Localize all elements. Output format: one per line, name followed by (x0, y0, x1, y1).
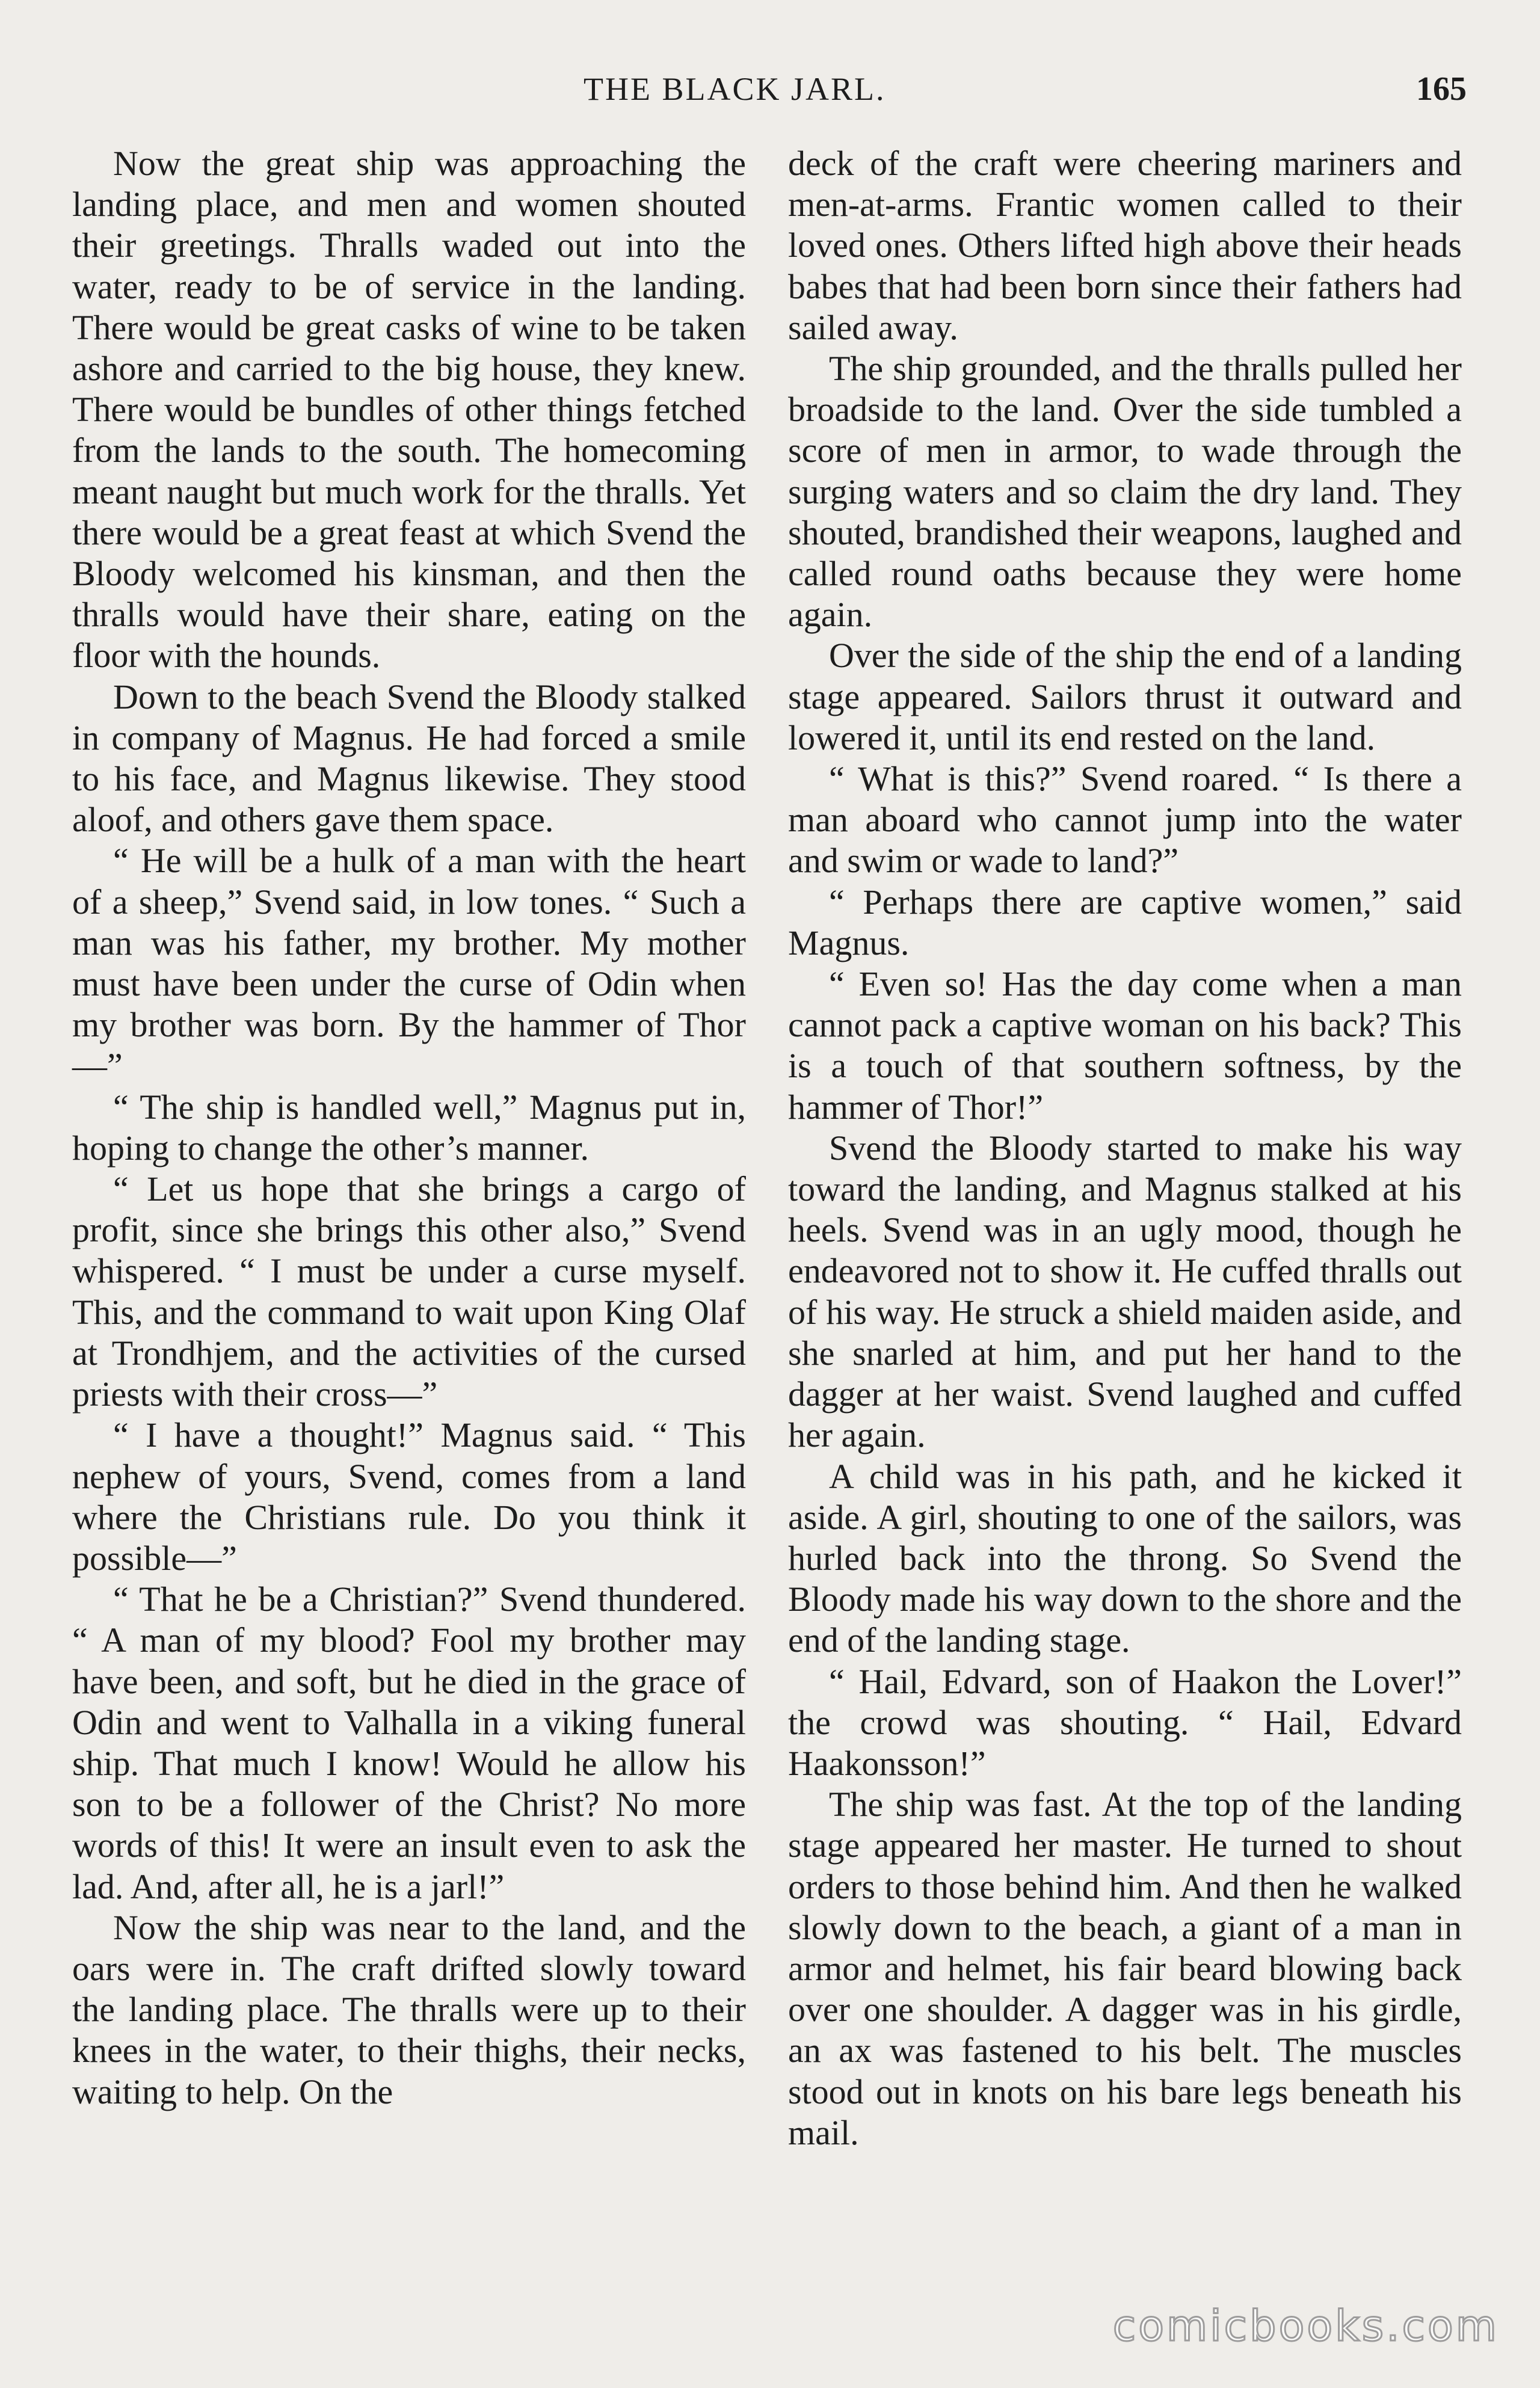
running-head (0, 65, 1540, 113)
paragraph: “ Even so! Has the day come when a man cannot pack a captive woman on his back? This is a touch of that southern softness, by the hammer of Thor!” (788, 964, 1462, 1127)
paragraph: “ Let us hope that she brings a cargo of profit, since she brings this other also,” Svend whispered. “ I must be under a curse myself. This, and the command to wait upon King Olaf at Trondhjem, and the activities of the cursed priests with their cross—” (72, 1169, 746, 1414)
continued-paragraph: deck of the craft were cheering mariners and men-at-arms. Frantic women called to their loved ones. Others lifted high above their heads babes that had been born since their fathers had sailed away. (788, 144, 1462, 347)
paragraph: A child was in his path, and he kicked it aside. A girl, shouting to one of the sailors, was hurled back into the throng. So Svend the Bloody made his way down to the shore and the end of the landing stage. (788, 1456, 1462, 1660)
paragraph: “ Hail, Edvard, son of Haakon the Lover!” the crowd was shouting. “ Hail, Edvard Haakonsson!” (788, 1661, 1462, 1783)
paragraph: “ Perhaps there are captive women,” said Magnus. (788, 882, 1462, 962)
paragraph: Now the ship was near to the land, and the oars were in. The craft drifted slowly toward the landing place. The thralls were up to their knees in the water, to their thighs, their necks, waiting to help. On the (72, 1907, 746, 2111)
paragraph: “ The ship is handled well,” Magnus put in, hoping to change the other’s manner. (72, 1087, 746, 1168)
paragraph: “ What is this?” Svend roared. “ Is there a man aboard who cannot jump into the water and swim or wade to land?” (788, 759, 1462, 881)
paragraph: Now the great ship was approaching the landing place, and men and women shouted their greetings. Thralls waded out into the water, ready to be of service in the landing. There would be great casks of wine to be taken ashore and carried to the big house, they knew. There would be bundles of other things fetched from the lands to the south. The homecoming meant naught but much work for the thralls. Yet there would be a great feast at which Svend the Bloody welcomed his kinsman, and then the thralls would have their share, eating on the floor with the hounds. (72, 144, 746, 675)
paragraph: “ He will be a hulk of a man with the heart of a sheep,” Svend said, in low tones. “ Such a man was his father, my brother. My mother must have been under the curse of Odin when my brother was born. By the hammer of Thor—” (72, 841, 746, 1086)
paragraph: Over the side of the ship the end of a landing stage appeared. Sailors thrust it outward and lowered it, until its end rested on the land. (788, 636, 1462, 757)
running-title: THE BLACK JARL. (584, 71, 886, 107)
paragraph: Svend the Bloody started to make his way toward the landing, and Magnus stalked at his heels. Svend was in an ugly mood, though he endeavored not to show it. He cuffed thralls out of his way. He struck a shield maiden aside, and she snarled at him, and put her hand to the dagger at her waist. Svend laughed and cuffed her again. (788, 1128, 1462, 1455)
left-column (72, 143, 746, 2113)
paragraph: “ I have a thought!” Magnus said. “ This nephew of yours, Svend, comes from a land where the Christians rule. Do you think it possible—” (72, 1415, 746, 1578)
paragraph: “ That he be a Christian?” Svend thundered. “ A man of my blood? Fool my brother may have been, and soft, but he died in the grace of Odin and went to Valhalla in a viking funeral ship. That much I know! Would he allow his son to be a follower of the Christ? No more words of this! It were an insult even to ask the lad. And, after all, he is a jarl!” (72, 1580, 746, 1906)
paragraph: The ship grounded, and the thralls pulled her broadside to the land. Over the side tumbled a score of men in armor, to wade through the surging waters and so claim the dry land. They shouted, brandished their weapons, laughed and called round oaths because they were home again. (788, 349, 1462, 635)
paragraph: The ship was fast. At the top of the landing stage appeared her master. He turned to shout orders to those behind him. And then he walked slowly down to the beach, a giant of a man in armor and helmet, his fair beard blowing back over one shoulder. A dagger was in his girdle, an ax was fastened to his belt. The muscles stood out in knots on his bare legs beneath his mail. (788, 1785, 1462, 2152)
site-watermark: comicbooks.com (1112, 2301, 1499, 2351)
paragraph: Down to the beach Svend the Bloody stalked in company of Magnus. He had forced a smile to his face, and Magnus likewise. They stood aloof, and others gave them space. (72, 677, 746, 840)
right-column (788, 143, 1462, 2153)
page-number: 165 (1416, 70, 1467, 108)
